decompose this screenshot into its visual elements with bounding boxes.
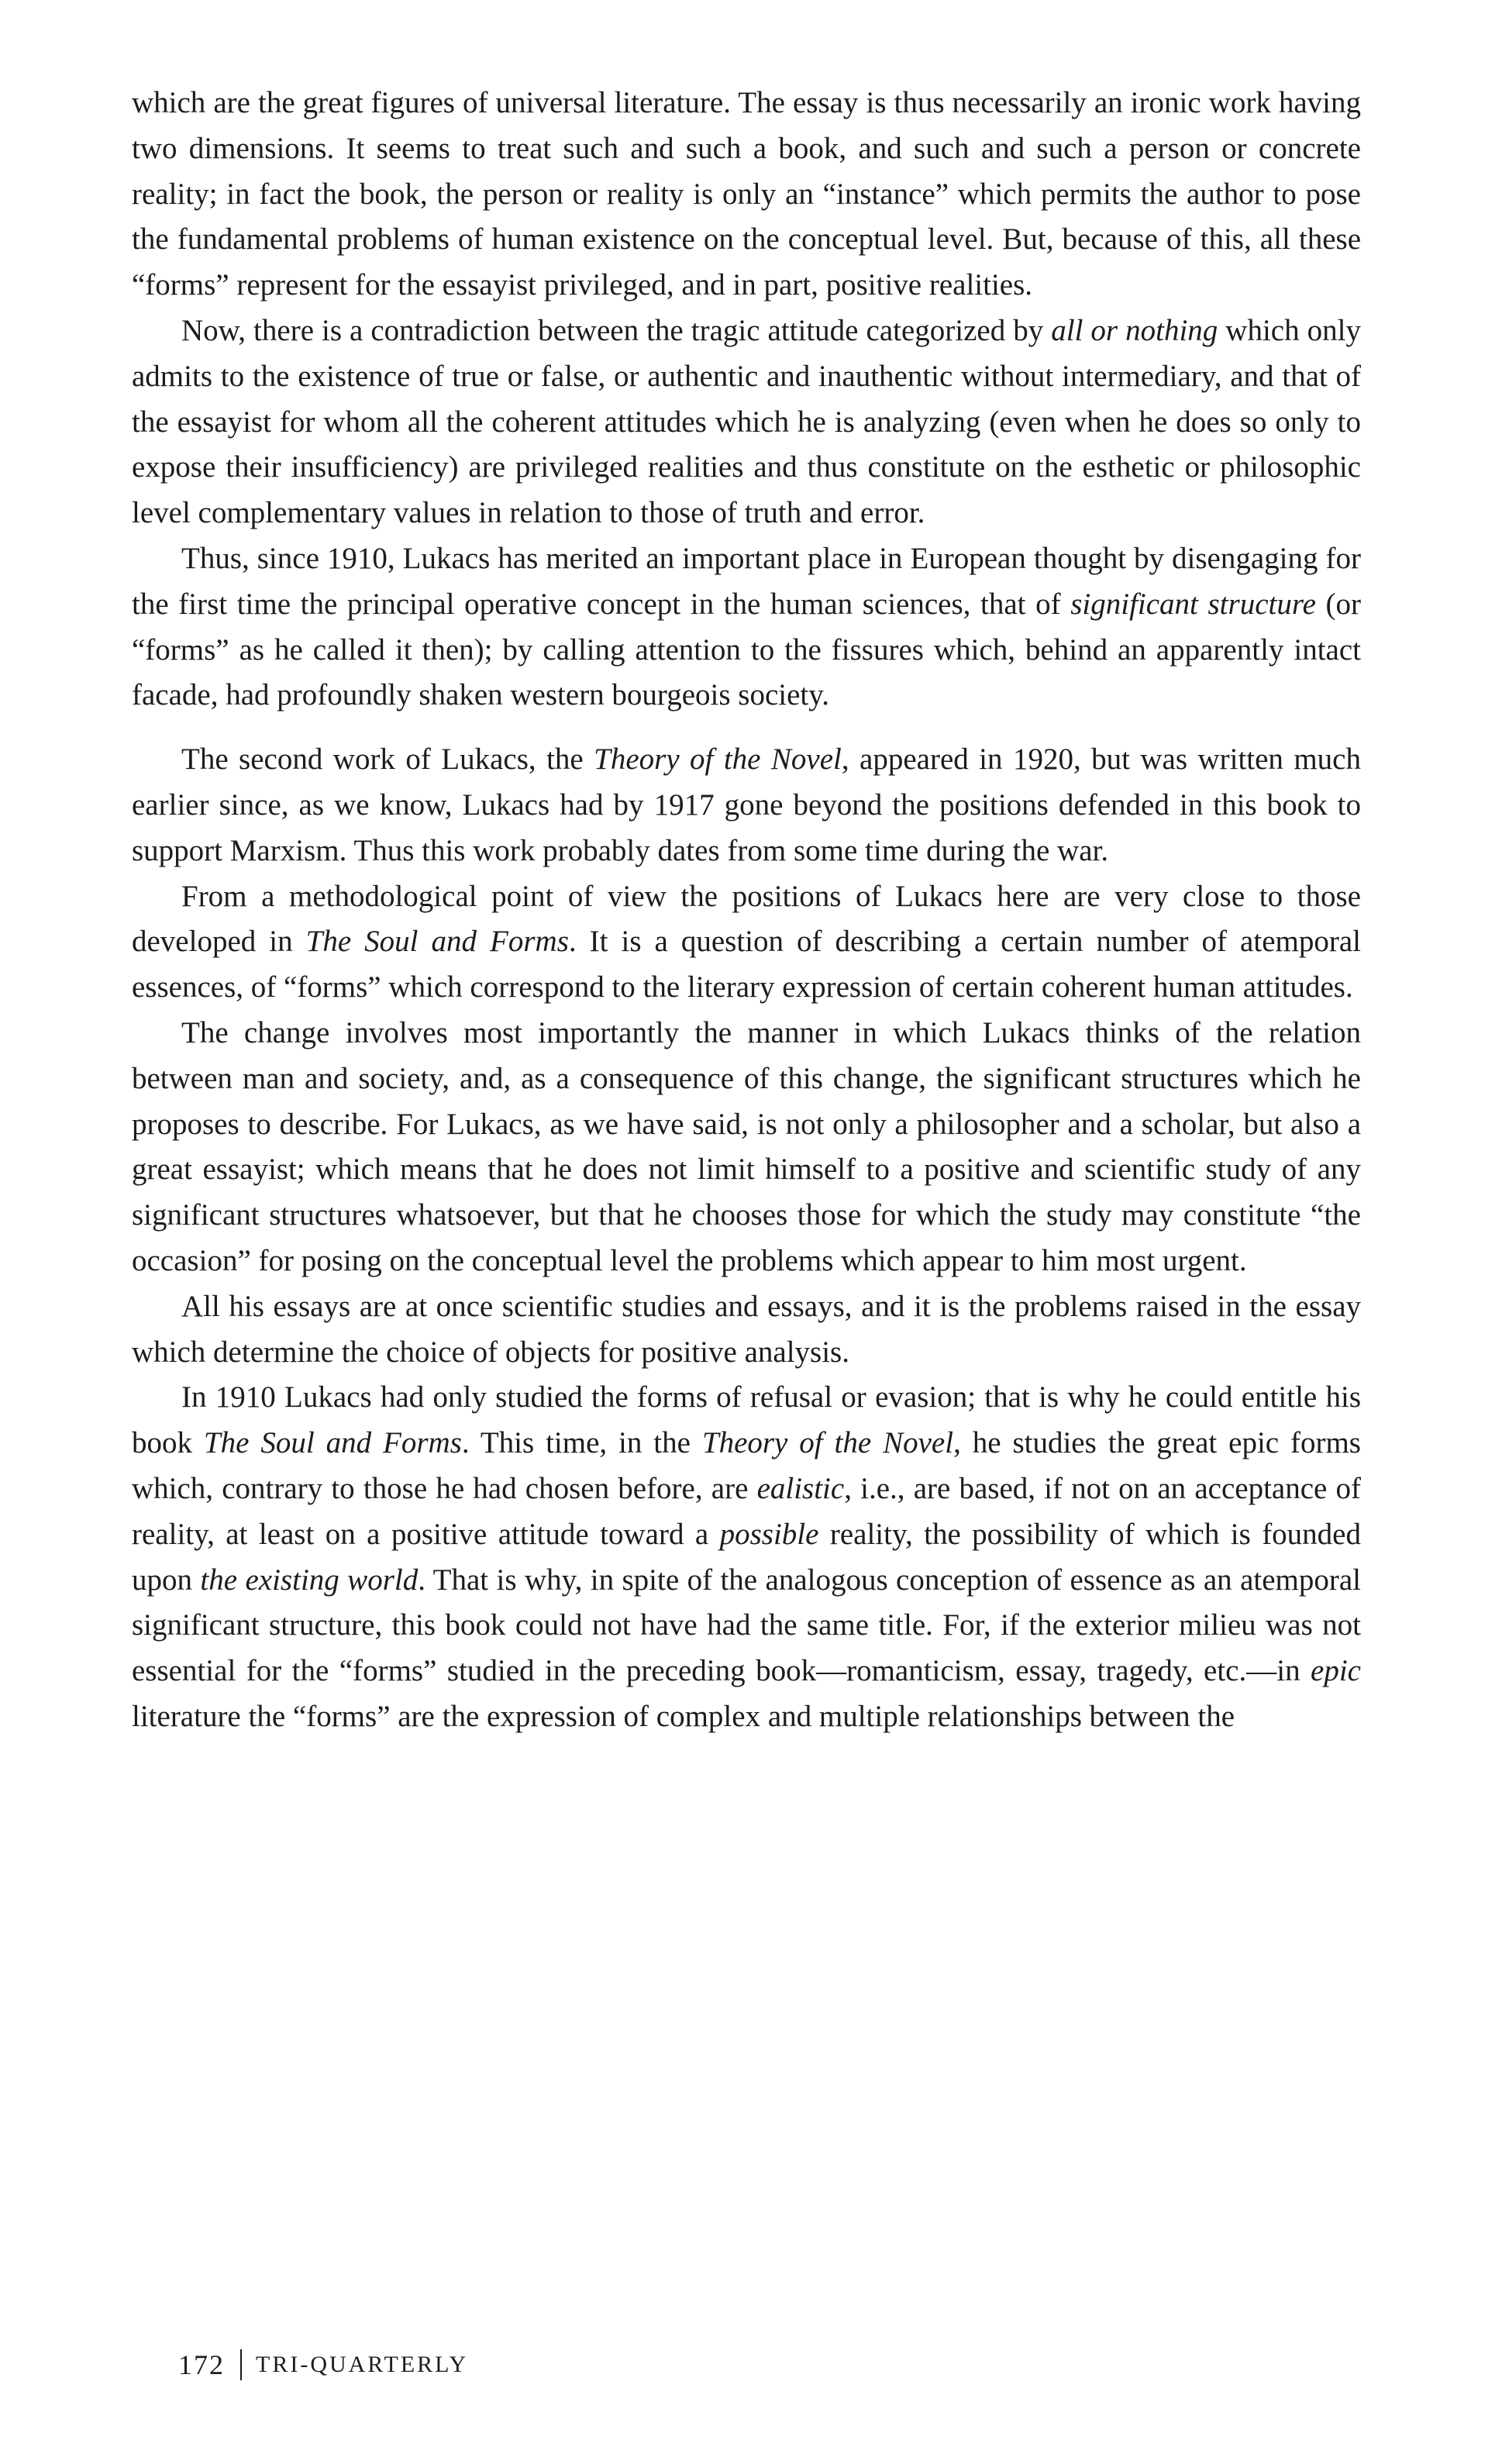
italic-phrase: Theory of the Novel [594, 743, 842, 777]
paragraph-1 [132, 81, 1361, 308]
text-segment: From a methodological point of view the positions of Lukacs here are very close to those developed in [132, 879, 1361, 959]
italic-phrase: the existing world [200, 1563, 419, 1597]
text-segment: The change involves most importantly the manner in which Lukacs thinks of the relation between man and society, and, as a consequence of this change, the significant structures which he proposes to describe. For Lukacs, as we have said, is not only a philosopher and a scholar, but also a great essayist; which means that he does not limit himself to a positive and scientific study of any significant structures whatsoever, but that he chooses those for which the study may constitute “the occasion” for posing on the conceptual level the problems which appear to him most urgent. [132, 1015, 1361, 1277]
text-segment: The second work of Lukacs, the [181, 743, 594, 777]
paragraph-3 [132, 536, 1361, 719]
text-segment: . This time, in the [461, 1426, 702, 1460]
page-body [132, 81, 1361, 1740]
italic-phrase: The Soul and Forms [203, 1426, 462, 1460]
italic-phrase: possible [719, 1517, 819, 1551]
text-segment: In 1910 Lukacs had only studied the forms of refusal or evasion; that is why he could entitle his book [132, 1380, 1361, 1460]
text-segment: which only admits to the existence of true or false, or authentic and inauthentic without intermediary, and that of the essayist for whom all the coherent attitudes which he is analyzing (even when he does so only to expose their insufficiency) are privileged realities and thus constitute on the esthetic or philosophic level complementary values in relation to those of truth and error. [132, 313, 1361, 530]
page-footer [178, 2349, 468, 2381]
italic-phrase: Theory of the Novel [701, 1426, 954, 1460]
paragraph-6 [132, 1011, 1361, 1284]
italic-phrase: epic [1311, 1654, 1361, 1688]
italic-phrase: significant structure [1070, 587, 1316, 621]
italic-phrase: The Soul and Forms [305, 925, 569, 959]
paragraph-8 [132, 1375, 1361, 1739]
footer-divider [240, 2349, 242, 2380]
italic-phrase: all or nothing [1051, 313, 1218, 347]
text-segment: literature the “forms” are the expression of complex and multiple relationships between the [132, 1699, 1235, 1733]
text-segment: Now, there is a contradiction between the tragic attitude categorized by [181, 313, 1052, 347]
paragraph-7 [132, 1284, 1361, 1376]
paragraph-5 [132, 874, 1361, 1011]
page-number: 172 [178, 2349, 225, 2380]
text-segment: , he studies the great epic forms which, contrary to those he had chosen before, are [132, 1426, 1361, 1505]
text-segment: All his essays are at once scientific studies and essays, and it is the problems raised in the essay which determine the choice of objects for positive analysis. [132, 1289, 1361, 1369]
text-segment: Thus, since 1910, Lukacs has merited an important place in European thought by disengaging for the first time the principal operative concept in the human sciences, that of [132, 541, 1361, 621]
text-segment: , appeared in 1920, but was written much earlier since, as we know, Lukacs had by 1917 gone beyond the positions defended in this book to support Marxism. Thus this work probably dates from some time during the war. [132, 743, 1361, 867]
italic-phrase: ealistic [756, 1471, 845, 1505]
paragraph-2 [132, 308, 1361, 536]
text-segment: . It is a question of describing a certain number of atemporal essences, of “forms” which correspond to the literary expression of certain coherent human attitudes. [132, 925, 1361, 1005]
text-segment: (or “forms” as he called it then); by calling attention to the fissures which, behind an apparently intact facade, had profoundly shaken western bourgeois society. [132, 587, 1361, 712]
text-segment: , i.e., are based, if not on an acceptance of reality, at least on a positive attitude toward a [132, 1471, 1361, 1551]
text-segment: . That is why, in spite of the analogous conception of essence as an atemporal significant structure, this book could not have had the same title. For, if the exterior milieu was not essential for the “forms” studied in the preceding book—romanticism, essay, tragedy, etc.—in [132, 1563, 1362, 1688]
paragraph-4 [132, 737, 1361, 874]
text-segment: which are the great figures of universal literature. The essay is thus necessarily an ironic work having two dimensions. It seems to treat such and such a book, and such and such a person or concrete reality; in fact the book, the person or reality is only an “instance” which permits the author to pose the fundamental problems of human existence on the conceptual level. But, because of this, all these “forms” represent for the essayist privileged, and in part, positive realities. [132, 86, 1361, 302]
text-segment: reality, the possibility of which is founded upon [132, 1517, 1361, 1597]
journal-name: TRI-QUARTERLY [256, 2352, 469, 2377]
